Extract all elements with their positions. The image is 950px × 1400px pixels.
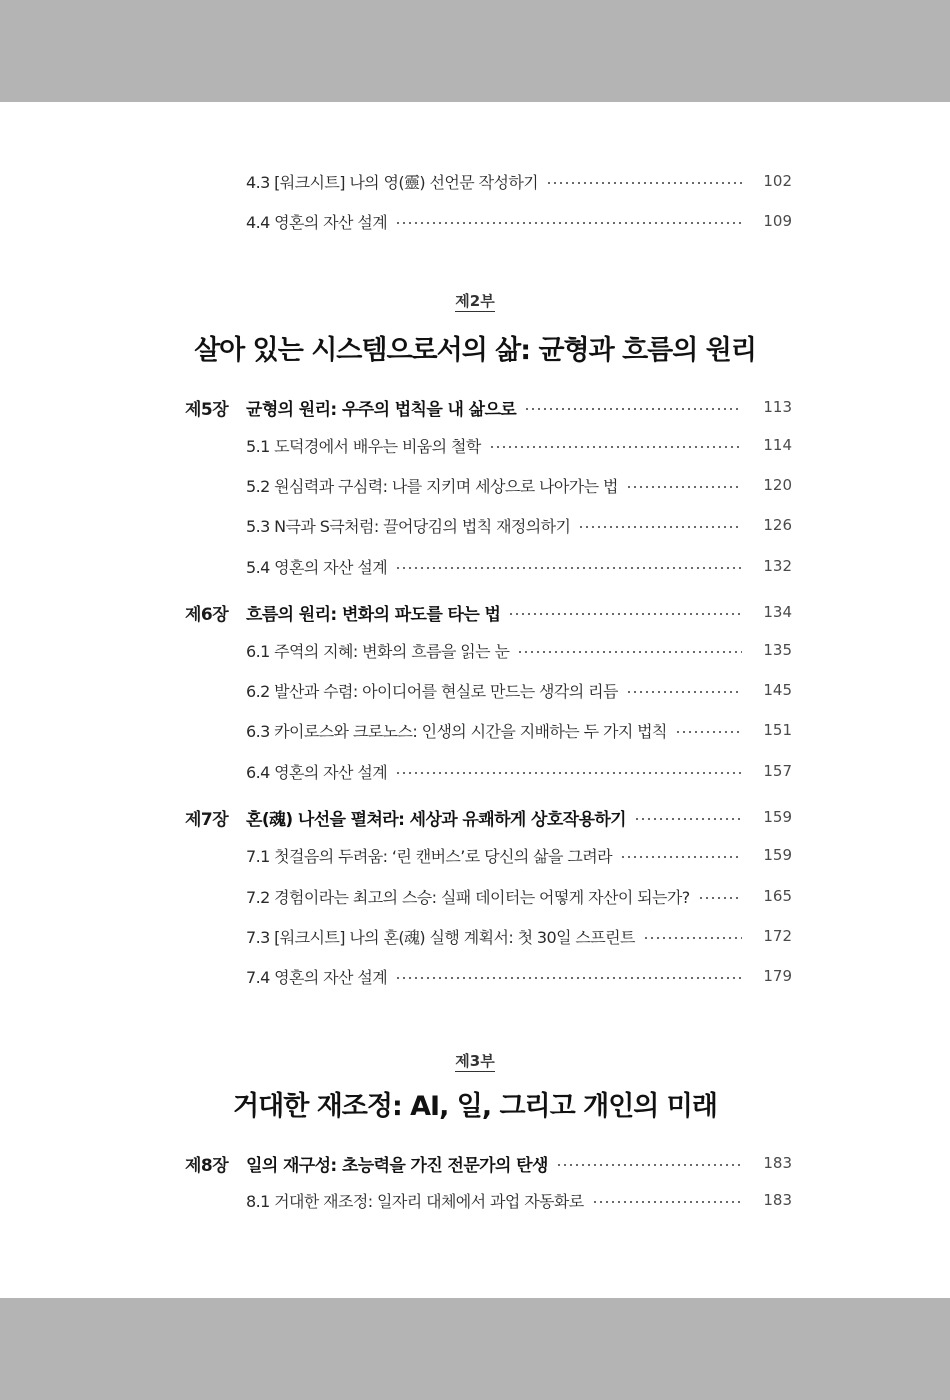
toc-entry[interactable] (0, 675, 950, 705)
toc-page-number: 159 (763, 808, 792, 826)
toc-entry[interactable] (0, 840, 950, 870)
toc-entry[interactable] (0, 961, 950, 991)
dot-leader (395, 772, 742, 774)
part-title: 살아 있는 시스템으로서의 삶: 균형과 흐름의 원리 (194, 335, 756, 366)
toc-entry-title: 일의 재구성: 초능력을 가진 전문가의 탄생 (246, 1155, 548, 1176)
chapter-number: 제7장 (185, 809, 229, 830)
toc-chapter-entry[interactable] (0, 597, 950, 627)
toc-entry[interactable] (0, 635, 950, 665)
toc-entry-title: 균형의 원리: 우주의 법칙을 내 삶으로 (246, 399, 517, 420)
toc-entry-title: 8.1 거대한 재조정: 일자리 대체에서 과업 자동화로 (246, 1191, 584, 1211)
toc-page-number: 109 (763, 212, 792, 230)
toc-page-number: 172 (763, 927, 792, 945)
dot-leader (546, 182, 742, 184)
chapter-number: 제6장 (185, 604, 229, 625)
dot-leader (626, 486, 742, 488)
toc-entry[interactable] (0, 715, 950, 745)
dot-leader (517, 651, 742, 653)
dot-leader (675, 731, 742, 733)
toc-page-number: 179 (763, 967, 792, 985)
toc-entry[interactable] (0, 1185, 950, 1215)
chapter-number: 제5장 (185, 399, 229, 420)
bottom-margin-band (0, 1298, 950, 1400)
dot-leader (620, 856, 742, 858)
top-margin-band (0, 0, 950, 102)
toc-entry[interactable] (0, 551, 950, 581)
dot-leader (626, 691, 742, 693)
toc-entry-title: 4.3 [워크시트] 나의 영(靈) 선언문 작성하기 (246, 172, 539, 192)
toc-entry-title: 6.3 카이로스와 크로노스: 인생의 시간을 지배하는 두 가지 법칙 (246, 721, 667, 741)
part-label: 제2부 (455, 292, 495, 310)
dot-leader (578, 526, 742, 528)
toc-entry[interactable] (0, 166, 950, 196)
dot-leader (395, 222, 742, 224)
toc-entry[interactable] (0, 881, 950, 911)
toc-entry-title: 6.4 영혼의 자산 설계 (246, 762, 388, 782)
toc-page-number: 183 (763, 1154, 792, 1172)
toc-page-number: 159 (763, 846, 792, 864)
chapter-number: 제8장 (185, 1155, 229, 1176)
toc-entry[interactable] (0, 206, 950, 236)
toc-entry-title: 4.4 영혼의 자산 설계 (246, 212, 388, 232)
toc-entry-title: 6.2 발산과 수렴: 아이디어를 현실로 만드는 생각의 리듬 (246, 681, 618, 701)
toc-chapter-entry[interactable] (0, 392, 950, 422)
dot-leader (524, 408, 742, 410)
toc-entry[interactable] (0, 510, 950, 540)
toc-entry-title: 5.4 영혼의 자산 설계 (246, 557, 388, 577)
toc-entry-title: 흐름의 원리: 변화의 파도를 타는 법 (246, 604, 501, 625)
toc-entry-title: 5.2 원심력과 구심력: 나를 지키며 세상으로 나아가는 법 (246, 476, 618, 496)
toc-page-number: 165 (763, 887, 792, 905)
dot-leader (643, 937, 742, 939)
dot-leader (489, 446, 742, 448)
toc-page-number: 134 (763, 603, 792, 621)
toc-page-number: 135 (763, 641, 792, 659)
toc-page-number: 132 (763, 557, 792, 575)
part-title: 거대한 재조정: AI, 일, 그리고 개인의 미래 (233, 1091, 717, 1122)
toc-page-number: 102 (763, 172, 792, 190)
toc-entry[interactable] (0, 921, 950, 951)
toc-entry-title: 7.3 [워크시트] 나의 혼(魂) 실행 계획서: 첫 30일 스프린트 (246, 927, 635, 947)
toc-entry-title: 5.1 도덕경에서 배우는 비움의 철학 (246, 436, 481, 456)
toc-page-number: 145 (763, 681, 792, 699)
dot-leader (508, 613, 742, 615)
dot-leader (395, 977, 742, 979)
dot-leader (698, 897, 742, 899)
toc-page-number: 157 (763, 762, 792, 780)
toc-entry-title: 7.1 첫걸음의 두려움: ‘린 캔버스’로 당신의 삶을 그려라 (246, 846, 612, 866)
toc-entry-title: 혼(魂) 나선을 펼쳐라: 세상과 유쾌하게 상호작용하기 (246, 809, 626, 830)
toc-entry[interactable] (0, 756, 950, 786)
toc-entry-title: 6.1 주역의 지혜: 변화의 흐름을 읽는 눈 (246, 641, 510, 661)
toc-entry-title: 7.2 경험이라는 최고의 스승: 실패 데이터는 어떻게 자산이 되는가? (246, 887, 690, 907)
toc-entry-title: 7.4 영혼의 자산 설계 (246, 967, 388, 987)
toc-page-number: 126 (763, 516, 792, 534)
toc-chapter-entry[interactable] (0, 1148, 950, 1178)
toc-page-number: 113 (763, 398, 792, 416)
toc-entry[interactable] (0, 430, 950, 460)
toc-entry[interactable] (0, 470, 950, 500)
toc-page-number: 183 (763, 1191, 792, 1209)
toc-entry-title: 5.3 N극과 S극처럼: 끌어당김의 법칙 재정의하기 (246, 516, 571, 536)
toc-page-number: 120 (763, 476, 792, 494)
part-label: 제3부 (455, 1052, 495, 1070)
toc-chapter-entry[interactable] (0, 802, 950, 832)
dot-leader (634, 818, 742, 820)
toc-page-number: 151 (763, 721, 792, 739)
dot-leader (592, 1201, 742, 1203)
toc-page-number: 114 (763, 436, 792, 454)
dot-leader (395, 567, 742, 569)
dot-leader (556, 1164, 742, 1166)
